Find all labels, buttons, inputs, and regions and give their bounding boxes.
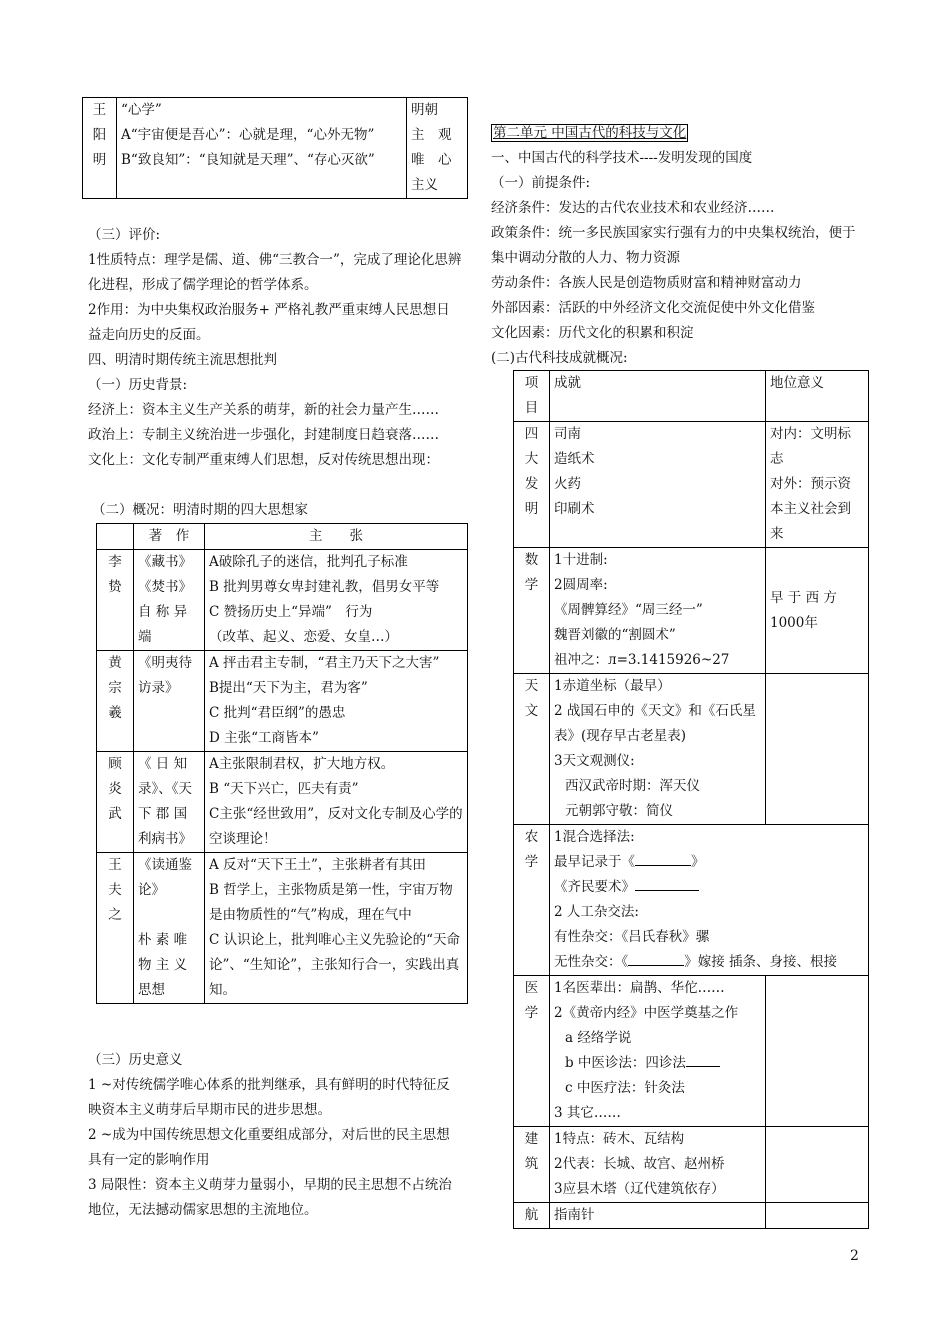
achievement: 2圆周率:	[554, 577, 608, 593]
wang-content-cell	[117, 98, 407, 199]
tech-row	[514, 976, 869, 1127]
significance: 对外：预示资本主义社会到来	[770, 476, 851, 542]
achievement: 2代表：长城、故宫、赵州桥	[554, 1156, 725, 1172]
section-4-title: 四、明清时期传统主流思想批判	[88, 352, 277, 368]
achievement: 1十进制:	[554, 552, 608, 568]
achievement: 有性杂交：《吕氏春秋》骡	[554, 929, 710, 945]
tech-significance	[766, 674, 869, 825]
achievement: 最早记录于《 》	[554, 854, 705, 870]
achievement: 1混合选择法:	[554, 829, 635, 845]
tech-item: 数 学	[514, 548, 550, 674]
achievement: b 中医诊法：四诊法	[554, 1051, 761, 1076]
thinker-row	[97, 651, 468, 752]
achievement: 2 人工杂交法:	[554, 904, 639, 920]
idea: B提出“天下为主，君为客”	[209, 680, 368, 696]
tech-row	[514, 422, 869, 548]
wang-type-cell: 明朝 主 观 唯 心 主义	[407, 98, 468, 199]
idea: C主张“经世致用”，反对文化专制及心学的空谈理论！	[209, 806, 463, 847]
prerequisites-title: （一）前提条件:	[491, 175, 591, 191]
thinker-ideas	[205, 752, 468, 853]
tech-row	[514, 825, 869, 976]
tech-significance	[766, 1127, 869, 1203]
achievement: 1赤道坐标（最早）	[554, 678, 671, 694]
thinker-ideas	[205, 651, 468, 752]
idea: A破除孔子的迷信，批判孔子标准	[209, 554, 408, 570]
thinker-works: 《读通鉴 论》 朴 素 唯 物 主 义 思想	[134, 853, 205, 1004]
tech-achievements	[550, 825, 869, 976]
achievement: 3天文观测仪:	[554, 753, 635, 769]
significance: 对内：文明标志	[770, 426, 851, 467]
unit-title: 第二单元 中国古代的科技与文化	[493, 125, 687, 141]
eval-1: 1性质特点：理学是儒、道、佛“三教合一”，完成了理论化思辨化进程，形成了儒学理论的哲学体系。	[88, 252, 462, 293]
tech-table	[513, 370, 869, 1229]
background-politics: 政治上：专制主义统治进一步强化，封建制度日趋衰落……	[88, 427, 439, 443]
achievement: 2《黄帝内经》中医学奠基之作	[554, 1005, 739, 1021]
tech-item: 农 学	[514, 825, 550, 976]
header-works: 著 作	[134, 524, 205, 550]
background-culture: 文化上：文化专制严重束缚人们思想，反对传统思想出现：	[88, 452, 439, 468]
eval-2: 2作用：为中央集权政治服务+ 严格礼教严重束缚人民思想日益走向历史的反面。	[88, 302, 450, 343]
achievement: 3应县木塔（辽代建筑依存）	[554, 1181, 725, 1197]
achievement: 2 战国石申的《天文》和《石氏星表》(现存早古老星表)	[554, 703, 756, 744]
thinker-name: 黄 宗 羲	[97, 651, 134, 752]
achievement: 1名医辈出：扁鹊、华佗……	[554, 980, 725, 996]
thinker-works: 《明夷待 访录》	[134, 651, 205, 752]
left-text-block-1	[88, 223, 463, 473]
wang-yangming-table	[82, 97, 468, 199]
header-item: 项 目	[514, 371, 550, 422]
tech-achievements	[550, 674, 766, 825]
prerequisite-policy: 政策条件：统一多民族国家实行强有力的中央集权统治，便于集中调动分散的人力、物力资源	[491, 225, 856, 266]
tech-row	[514, 1127, 869, 1203]
tech-item: 天 文	[514, 674, 550, 825]
significance-3: 3 局限性：资本主义萌芽力量弱小，早期的民主思想不占统治地位，无法撼动儒家思想的主流地位。	[88, 1177, 452, 1218]
right-text-block	[491, 121, 866, 371]
achievement: 火药	[554, 476, 581, 492]
tech-row	[514, 548, 869, 674]
thinker-ideas	[205, 550, 468, 651]
idea: D 主张“工商皆本”	[209, 730, 319, 746]
left-text-block-2	[88, 1048, 463, 1223]
prerequisite-economy: 经济条件：发达的古代农业技术和农业经济……	[491, 200, 775, 216]
tech-item: 四 大 发 明	[514, 422, 550, 548]
thinker-row	[97, 550, 468, 651]
tech-header-row	[514, 371, 869, 422]
header-significance: 地位意义	[766, 371, 869, 422]
idea: A 反对“天下王土”，主张耕者有其田	[209, 857, 426, 873]
achievement: 司南	[554, 426, 581, 442]
tech-significance	[766, 548, 869, 674]
background-title: （一）历史背景:	[88, 377, 188, 393]
tech-achievements	[550, 548, 766, 674]
background-economy: 经济上：资本主义生产关系的萌芽，新的社会力量产生……	[88, 402, 439, 418]
thinker-name: 顾 炎 武	[97, 752, 134, 853]
achievement: 无性杂交：《 》嫁接 插条、身接、根接	[554, 954, 838, 970]
tech-row	[514, 674, 869, 825]
thinker-works: 《藏书》 《焚书》 自 称 异 端	[134, 550, 205, 651]
idea: B “天下兴亡，匹夫有责”	[209, 781, 359, 797]
thinkers-header-row	[97, 524, 468, 550]
thinker-name: 王 夫 之	[97, 853, 134, 1004]
achievement: c 中医疗法：针灸法	[565, 1080, 685, 1096]
idea: （改革、起义、恋爱、女皇…）	[209, 629, 398, 645]
significance: 早 于 西 方 1000年	[770, 589, 837, 631]
thinker-name: 李 贽	[97, 550, 134, 651]
prerequisite-labor: 劳动条件：各族人民是创造物质财富和精神财富动力	[491, 275, 802, 291]
thinker-row	[97, 853, 468, 1004]
page-number: 2	[850, 1248, 859, 1264]
achievement: 元朝郭守敬：简仪	[565, 803, 673, 819]
thinker-row	[97, 752, 468, 853]
achievement: 3 其它……	[554, 1105, 621, 1121]
wang-content-1: “心学”	[121, 102, 162, 118]
wang-content-3: B“致良知”：“良知就是天理”、“存心灭欲”	[121, 152, 375, 168]
tech-item: 医 学	[514, 976, 550, 1127]
tech-significance	[766, 976, 869, 1127]
section-1-title: 一、中国古代的科学技术----发明发现的国度	[491, 150, 753, 166]
thinker-ideas	[205, 853, 468, 1004]
idea: B 批判男尊女卑封建礼教，倡男女平等	[209, 579, 440, 595]
tech-overview-title: (二)古代科技成就概况:	[491, 350, 628, 366]
tech-achievements	[550, 1203, 766, 1229]
eval-title: （三）评价:	[88, 227, 161, 243]
achievement: 造纸术	[554, 451, 595, 467]
tech-significance	[766, 1203, 869, 1229]
achievement: 《周髀算经》“周三经一”	[554, 602, 703, 618]
achievement: 西汉武帝时期：浑天仪	[565, 778, 700, 794]
tech-row	[514, 1203, 869, 1229]
idea: C 赞扬历史上“异端” 行为	[209, 604, 373, 620]
achievement: 魏晋刘徽的“割圆术”	[554, 627, 676, 643]
header-achievement: 成就	[550, 371, 766, 422]
tech-achievements	[550, 422, 766, 548]
overview-title: （二）概况：明清时期的四大思想家	[92, 502, 308, 518]
achievement: 指南针	[554, 1207, 595, 1223]
thinkers-table	[96, 523, 468, 1004]
tech-achievements	[550, 1127, 766, 1203]
wang-content-2: A“宇宙便是吾心”：心就是理，“心外无物”	[121, 127, 375, 143]
achievement: 《齐民要术》	[554, 875, 864, 900]
idea: C 批判“君臣纲”的愚忠	[209, 705, 346, 721]
significance-2: 2 ~成为中国传统思想文化重要组成部分，对后世的民主思想具有一定的影响作用	[88, 1127, 450, 1168]
achievement: a 经络学说	[565, 1030, 632, 1046]
header-ideas: 主 张	[205, 524, 468, 550]
achievement: 1特点：砖木、瓦结构	[554, 1131, 685, 1147]
wang-name-cell: 王 阳 明	[83, 98, 117, 199]
achievement: 印刷术	[554, 501, 595, 517]
idea: A主张限制君权，扩大地方权。	[209, 756, 395, 772]
achievement: 祖冲之：л=3.1415926~27	[554, 652, 730, 668]
thinker-works: 《 日 知 录》、《天 下 郡 国 利病书》	[134, 752, 205, 853]
prerequisite-culture: 文化因素：历代文化的积累和积淀	[491, 325, 694, 341]
tech-item: 航	[514, 1203, 550, 1229]
significance-1: 1 ~对传统儒学唯心体系的批判继承，具有鲜明的时代特征反映资本主义萌芽后早期市民的进步思想。	[88, 1077, 450, 1118]
idea: A 抨击君主专制，“君主乃天下之大害”	[209, 655, 440, 671]
significance-title: （三）历史意义	[88, 1052, 183, 1068]
idea: C 认识论上，批判唯心主义先验论的“天命论”、“生知论”，主张知行合一，实践出真知。	[209, 932, 461, 998]
tech-item: 建 筑	[514, 1127, 550, 1203]
prerequisite-external: 外部因素：活跃的中外经济文化交流促使中外文化借鉴	[491, 300, 815, 316]
idea: B 哲学上，主张物质是第一性，宇宙万物是由物质性的“气”构成，理在气中	[209, 882, 453, 923]
tech-achievements	[550, 976, 766, 1127]
tech-significance	[766, 422, 869, 548]
